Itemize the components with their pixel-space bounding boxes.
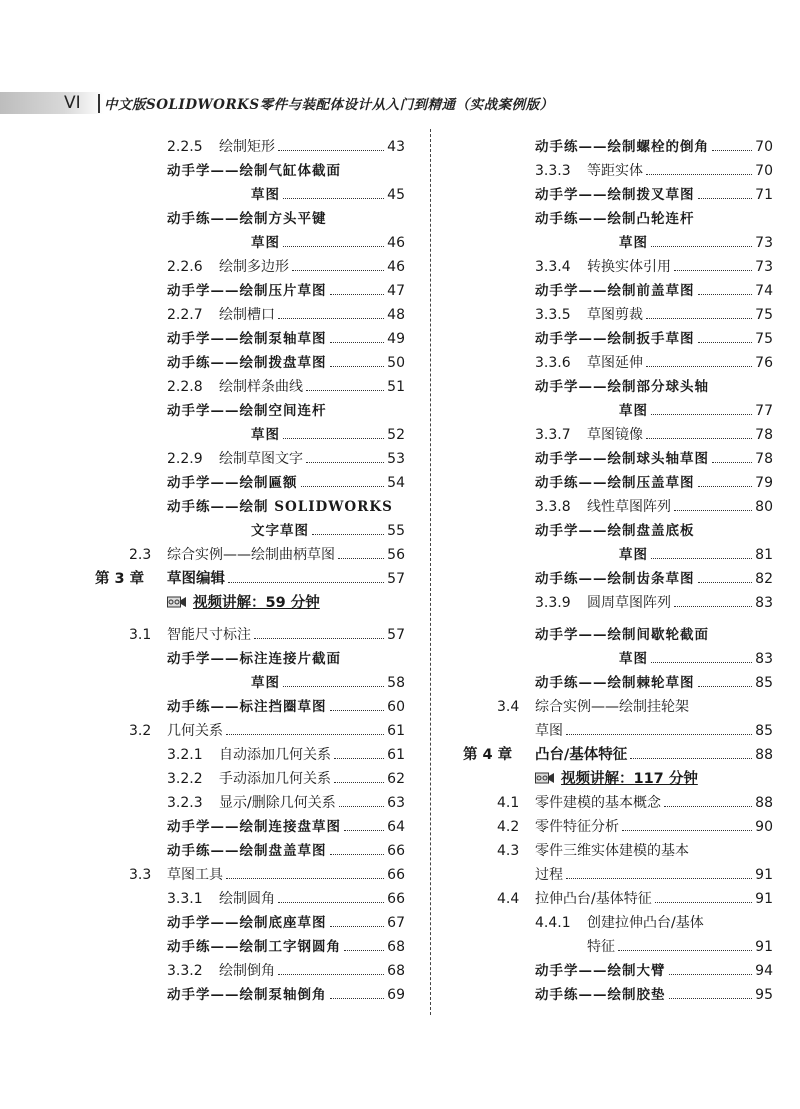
toc-entry[interactable]: 特征 91 [587,939,773,955]
toc-entry[interactable]: 3.3.2 绘制倒角 68 [167,963,405,979]
toc-entry[interactable]: 2.2.7 绘制槽口 48 [167,307,405,323]
toc-entry[interactable]: 3.3.6 草图延伸 76 [535,355,773,371]
toc-entry[interactable]: 动手练——绘制胶垫 95 [535,987,773,1003]
toc-entry[interactable]: 草图 46 [251,235,405,251]
toc-entry[interactable]: 3.3.7 草图镜像 78 [535,427,773,443]
book-title: 中文版SOLIDWORKS零件与装配体设计从入门到精通（实战案例版） [104,97,554,113]
toc-entry[interactable]: 动手学——绘制间歇轮截面 [535,627,709,643]
toc-entry[interactable]: 动手练——标注挡圈草图 60 [167,699,405,715]
toc-entry[interactable]: 2.2.6 绘制多边形 46 [167,259,405,275]
toc-entry[interactable]: 动手学——绘制大臂 94 [535,963,773,979]
toc-entry[interactable]: 动手学——绘制气缸体截面 [167,163,341,179]
toc-right-column [463,129,773,1029]
toc-entry[interactable]: 动手学——绘制压片草图 47 [167,283,405,299]
video-camera-icon [535,771,555,785]
toc-entry[interactable]: 2.3 综合实例——绘制曲柄草图 56 [129,547,405,563]
toc-entry[interactable]: 草图 81 [619,547,773,563]
toc-entry[interactable]: 动手练——绘制螺栓的倒角 70 [535,139,773,155]
toc-entry[interactable]: 动手学——绘制连接盘草图 64 [167,819,405,835]
toc-entry[interactable]: 草图 85 [535,723,773,739]
toc-entry[interactable]: 草图 45 [251,187,405,203]
toc-entry[interactable]: 动手练——绘制凸轮连杆 [535,211,695,227]
toc-entry[interactable]: 动手学——绘制部分球头轴 [535,379,709,395]
toc-entry[interactable]: 动手练——绘制压盖草图 79 [535,475,773,491]
toc-entry[interactable]: 动手学——绘制前盖草图 74 [535,283,773,299]
toc-entry[interactable]: 动手练——绘制工字钢圆角 68 [167,939,405,955]
video-lecture[interactable]: 视频讲解：117 分钟 [535,767,773,791]
toc-entry[interactable]: 4.4 拉伸凸台/基体特征 91 [497,891,773,907]
toc-entry[interactable]: 动手练——绘制棘轮草图 85 [535,675,773,691]
toc-entry[interactable]: 动手学——绘制拨叉草图 71 [535,187,773,203]
toc-entry[interactable]: 3.3.8 线性草图阵列 80 [535,499,773,515]
toc-entry[interactable]: 3.4 综合实例——绘制挂轮架 [497,699,689,715]
toc-entry[interactable]: 2.2.8 绘制样条曲线 51 [167,379,405,395]
toc-entry[interactable]: 文字草图 55 [251,523,405,539]
toc-entry[interactable]: 动手学——绘制扳手草图 75 [535,331,773,347]
toc-entry[interactable]: 草图 73 [619,235,773,251]
toc-entry[interactable]: 动手练——绘制齿条草图 82 [535,571,773,587]
toc-entry[interactable]: 3.3.3 等距实体 70 [535,163,773,179]
toc-entry[interactable]: 3.3.4 转换实体引用 73 [535,259,773,275]
toc-entry[interactable]: 4.2 零件特征分析 90 [497,819,773,835]
page-number: VI [64,93,81,113]
toc-entry[interactable]: 动手学——绘制空间连杆 [167,403,327,419]
toc-entry[interactable]: 3.3 草图工具 66 [129,867,405,883]
video-lecture[interactable]: 视频讲解：59 分钟 [167,591,405,615]
toc-entry[interactable]: 草图 58 [251,675,405,691]
header-divider [98,94,100,113]
toc-entry[interactable]: 4.1 零件建模的基本概念 88 [497,795,773,811]
toc-entry[interactable]: 3.1 智能尺寸标注 57 [129,627,405,643]
toc-entry[interactable]: 动手学——标注连接片截面 [167,651,341,667]
toc-entry[interactable]: 草图 77 [619,403,773,419]
toc-entry[interactable]: 动手练——绘制方头平键 [167,211,327,227]
toc-entry[interactable]: 3.2.3 显示/删除几何关系 63 [167,795,405,811]
toc-entry[interactable]: 3.2 几何关系 61 [129,723,405,739]
toc-entry[interactable]: 动手学——绘制球头轴草图 78 [535,451,773,467]
toc-entry[interactable]: 动手练——绘制盘盖草图 66 [167,843,405,859]
toc-entry[interactable]: 3.3.9 圆周草图阵列 83 [535,595,773,611]
toc-entry[interactable]: 动手练——绘制拨盘草图 50 [167,355,405,371]
toc-entry[interactable]: 草图 52 [251,427,405,443]
toc-entry[interactable]: 2.2.9 绘制草图文字 53 [167,451,405,467]
toc-entry[interactable]: 动手学——绘制底座草图 67 [167,915,405,931]
toc-entry[interactable]: 动手学——绘制泵轴倒角 69 [167,987,405,1003]
toc-entry[interactable]: 草图 83 [619,651,773,667]
toc-entry[interactable]: 4.3 零件三维实体建模的基本 [497,843,689,859]
toc-entry[interactable]: 动手学——绘制盘盖底板 [535,523,695,539]
toc-chapter[interactable]: 第 4 章 凸台/基体特征 88 [463,747,773,763]
toc-entry[interactable]: 3.2.1 自动添加几何关系 61 [167,747,405,763]
video-camera-icon [167,595,187,609]
toc-entry[interactable]: 3.2.2 手动添加几何关系 62 [167,771,405,787]
toc-entry[interactable]: 动手学——绘制匾额 54 [167,475,405,491]
toc-chapter[interactable]: 第 3 章 草图编辑 57 [95,571,405,587]
toc-entry[interactable]: 过程 91 [535,867,773,883]
toc-entry[interactable]: 4.4.1 创建拉伸凸台/基体 [535,915,704,931]
toc-entry[interactable]: 动手学——绘制泵轴草图 49 [167,331,405,347]
toc-left-column [95,129,405,1029]
column-divider [430,129,432,1015]
toc-entry[interactable]: 动手练——绘制 SOLIDWORKS [167,499,393,515]
toc-entry[interactable]: 2.2.5 绘制矩形 43 [167,139,405,155]
toc-entry[interactable]: 3.3.5 草图剪裁 75 [535,307,773,323]
toc-entry[interactable]: 3.3.1 绘制圆角 66 [167,891,405,907]
